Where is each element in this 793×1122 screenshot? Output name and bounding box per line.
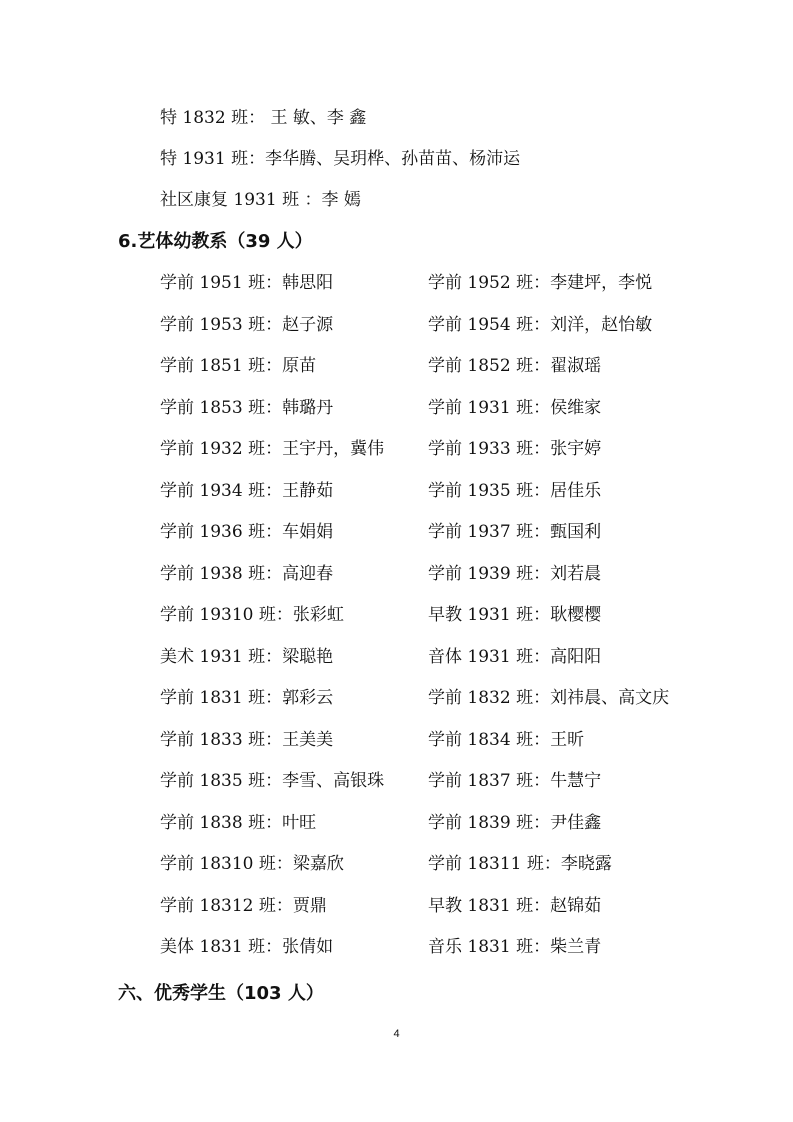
class-entry: 早教 1931 班：耿樱樱: [428, 605, 602, 625]
table-row: [160, 936, 720, 978]
class-entry: 学前 1954 班：刘洋，赵怡敏: [428, 314, 653, 335]
section-heading-6: 6.艺体幼教系（39 人）: [118, 231, 313, 252]
class-entry: 学前 1935 班：居佳乐: [428, 480, 602, 501]
class-line-te1832: 特 1832 班： 王 敏、李 鑫: [160, 108, 367, 128]
table-row: [160, 812, 720, 854]
class-entry: 学前 1835 班：李雪、高银珠: [160, 771, 385, 791]
class-entry: 学前 1851 班：原苗: [160, 356, 317, 376]
table-row: [160, 314, 720, 356]
class-entry: 学前 1936 班：车娟娟: [160, 522, 334, 542]
table-row: [160, 355, 720, 397]
class-entry: 美术 1931 班：梁聪艳: [160, 646, 334, 667]
class-line-shequ1931: 社区康复 1931 班 ：李 嫣: [160, 190, 361, 210]
class-entry: 学前 1931 班：侯维家: [428, 397, 602, 418]
table-row: [160, 521, 720, 563]
class-entry: 学前 1852 班：翟淑瑶: [428, 356, 602, 376]
class-entry: 音体 1931 班：高阳阳: [428, 646, 602, 667]
class-entry: 学前 1952 班：李建坪，李悦: [428, 273, 653, 293]
class-entry: 学前 18312 班：贾鼎: [160, 895, 327, 916]
class-list-grid: [160, 272, 720, 978]
class-entry: 学前 1953 班：赵子源: [160, 314, 334, 335]
class-entry: 学前 18310 班：梁嘉欣: [160, 854, 344, 874]
table-row: [160, 604, 720, 646]
class-entry: 学前 1939 班：刘若晨: [428, 563, 602, 584]
table-row: [160, 687, 720, 729]
class-entry: 学前 1937 班：甄国利: [428, 522, 602, 542]
section-heading-outstanding-students: 六、优秀学生（103 人）: [118, 983, 324, 1004]
class-entry: 学前 19310 班：张彩虹: [160, 605, 344, 625]
table-row: [160, 397, 720, 439]
table-row: [160, 272, 720, 314]
table-row: [160, 563, 720, 605]
table-row: [160, 438, 720, 480]
table-row: [160, 729, 720, 771]
class-entry: 学前 1838 班：叶旺: [160, 812, 317, 833]
class-entry: 学前 1933 班：张宇婷: [428, 439, 602, 459]
table-row: [160, 480, 720, 522]
table-row: [160, 770, 720, 812]
class-entry: 学前 1934 班：王静茹: [160, 480, 334, 501]
class-entry: 学前 1833 班：王美美: [160, 729, 334, 750]
table-row: [160, 853, 720, 895]
class-entry: 学前 1834 班：王昕: [428, 729, 585, 750]
class-entry: 学前 1951 班：韩思阳: [160, 273, 334, 293]
class-entry: 学前 1837 班：牛慧宁: [428, 771, 602, 791]
class-entry: 音乐 1831 班：柴兰青: [428, 937, 602, 957]
class-entry: 美体 1831 班：张倩如: [160, 937, 334, 957]
class-entry: 早教 1831 班：赵锦茹: [428, 895, 602, 916]
class-entry: 学前 18311 班：李晓露: [428, 854, 612, 874]
table-row: [160, 646, 720, 688]
class-entry: 学前 1831 班：郭彩云: [160, 688, 334, 708]
class-entry: 学前 1853 班：韩璐丹: [160, 397, 334, 418]
class-line-te1931: 特 1931 班：李华腾、吴玥桦、孙苗苗、杨沛运: [160, 149, 521, 169]
class-entry: 学前 1938 班：高迎春: [160, 563, 334, 584]
class-entry: 学前 1932 班：王宇丹，冀伟: [160, 439, 385, 459]
class-entry: 学前 1839 班：尹佳鑫: [428, 812, 602, 833]
class-entry: 学前 1832 班：刘祎晨、高文庆: [428, 688, 670, 708]
page-number: 4: [393, 1028, 400, 1040]
table-row: [160, 895, 720, 937]
